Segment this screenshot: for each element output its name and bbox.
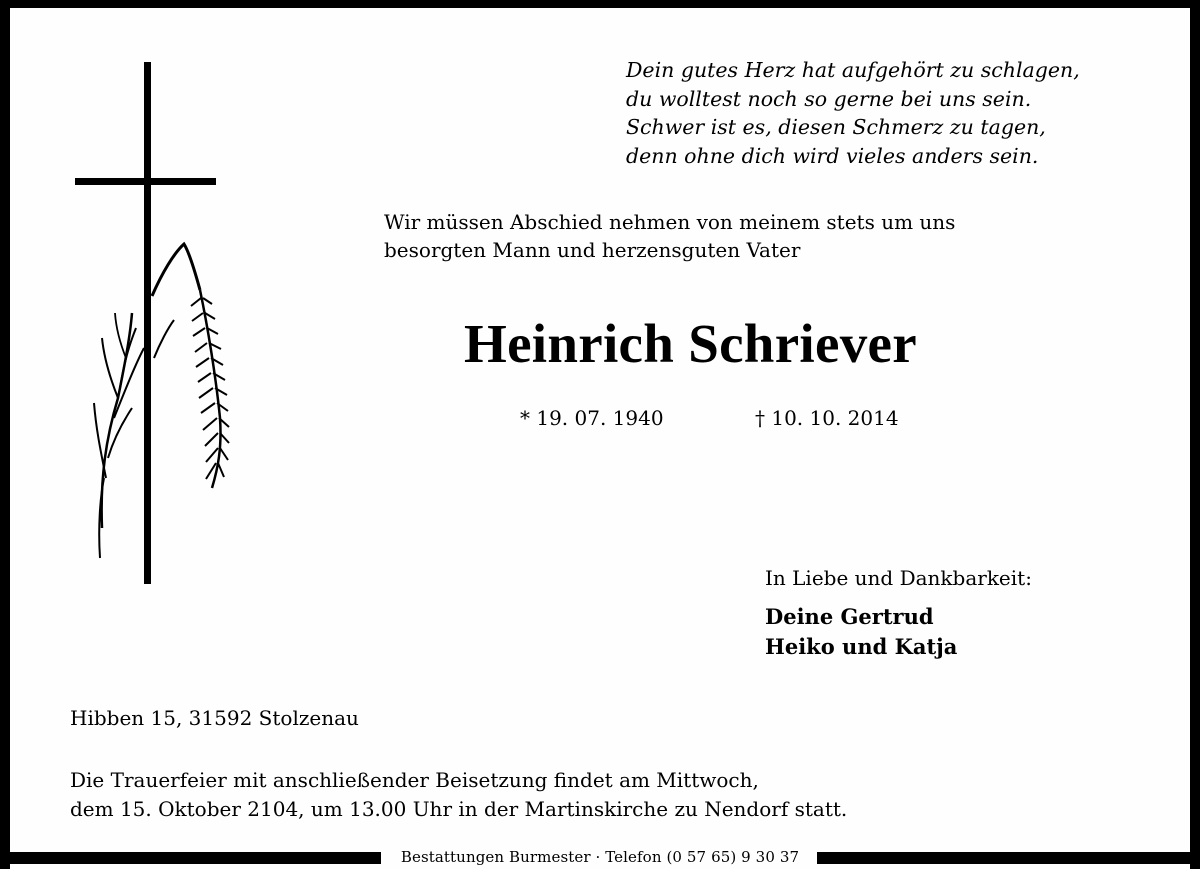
funeral-home-credit: Bestattungen Burmester · Telefon (0 57 65) 9 30 37 (400, 848, 800, 866)
poem-line: denn ohne dich wird vieles anders sein. (626, 143, 1039, 168)
intro-line: besorgten Mann und herzensguten Vater (384, 238, 801, 262)
deceased-name: Heinrich Schriever (464, 313, 917, 374)
ceremony-details (70, 766, 847, 824)
farewell-intro (384, 208, 955, 264)
death-date: † 10. 10. 2014 (755, 406, 899, 430)
birth-date: * 19. 07. 1940 (520, 406, 664, 430)
intro-line: Wir müssen Abschied nehmen von meinem stets um uns (384, 210, 956, 234)
mourner-names (765, 602, 957, 662)
gratitude-line: In Liebe und Dankbarkeit: (765, 566, 1032, 590)
footer-rule-left (0, 852, 381, 864)
mourner-name: Deine Gertrud (765, 604, 934, 629)
footer-rule-right (817, 852, 1200, 864)
family-address: Hibben 15, 31592 Stolzenau (70, 706, 359, 730)
mourner-name: Heiko und Katja (765, 634, 958, 659)
cross-with-wheat-icon (70, 58, 230, 588)
ceremony-line: Die Trauerfeier mit anschließender Beisetzung findet am Mittwoch, (70, 768, 759, 792)
poem-line: Dein gutes Herz hat aufgehört zu schlagen, (626, 58, 1080, 82)
poem-line: du wolltest noch so gerne bei uns sein. (626, 86, 1032, 111)
memorial-poem (626, 56, 1080, 170)
poem-line: Schwer ist es, diesen Schmerz zu tagen, (626, 115, 1046, 139)
ceremony-line: dem 15. Oktober 2104, um 13.00 Uhr in der Martinskirche zu Nendorf statt. (70, 797, 848, 821)
